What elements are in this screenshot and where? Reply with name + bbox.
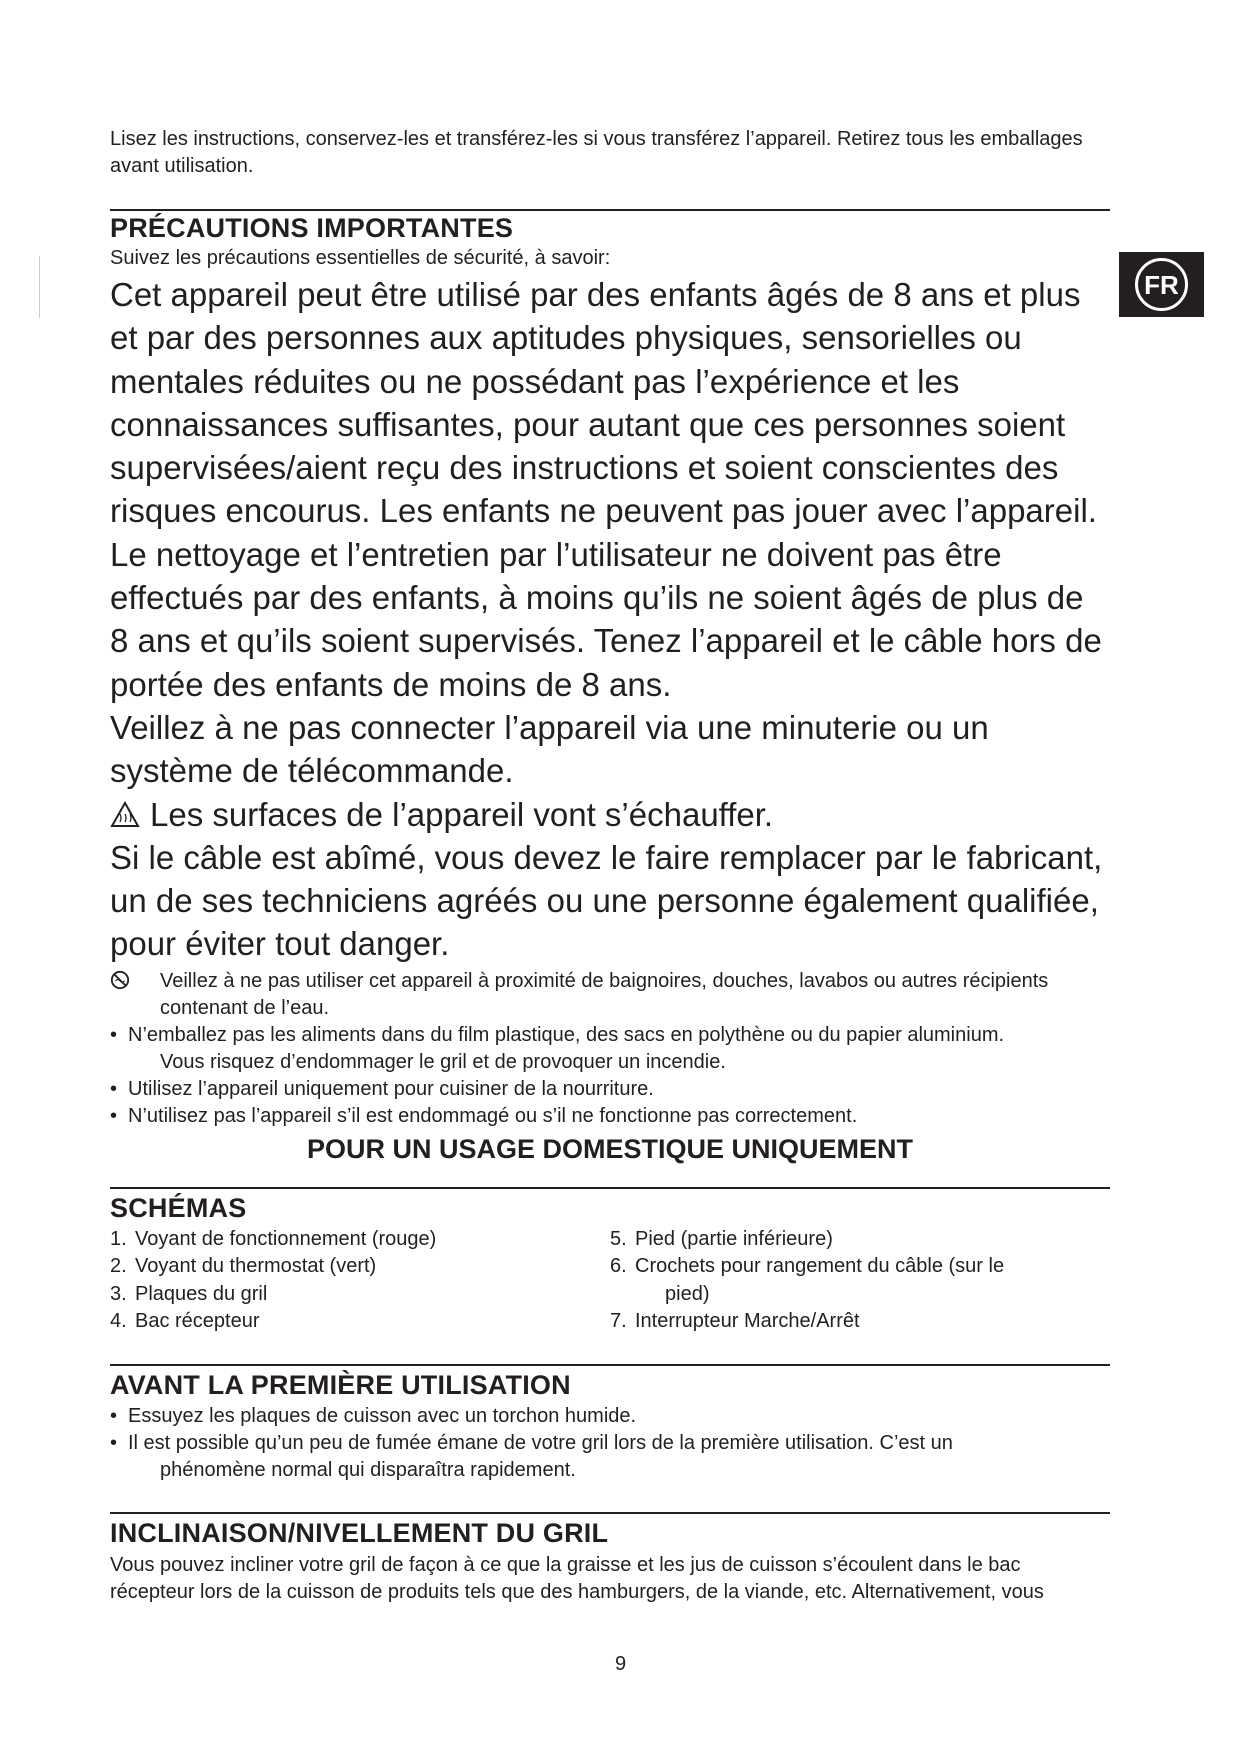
intro-text: Lisez les instructions, conservez-les et transférez-les si vous transférez l’appareil. Retirez tous les emballages avant utilisation. [110, 128, 1083, 177]
bullet-icon: • [110, 1023, 118, 1046]
precautions-subtitle: Suivez les précautions essentielles de sécurité, à savoir: [110, 247, 611, 269]
item-text: Crochets pour rangement du câble (sur le [635, 1255, 1005, 1278]
child-safety-paragraph: Cet appareil peut être utilisé par des enfants âgés de 8 ans et plus et par des personnes aux aptitudes physiques, sensorielles ou mentales réduites ou ne possédant pas l’expérience et les connaissances suffisantes, pour autant que ces personnes soient supervisées/aient reçu des instructions et soient conscientes des risques encourus. Les enfants ne peuvent pas jouer avec l’appareil. Le nettoyage et l’entretien par l’utilisateur ne doivent pas être effectués par des enfants, à moins qu’ils ne soient âgés de plus de 8 ans et qu’ils soient supervisés. Tenez l’appareil et le câble hors de portée des enfants de moins de 8 ans. [110, 276, 1102, 703]
item-number: 2. [110, 1255, 127, 1278]
item-number: 6. [610, 1255, 627, 1278]
hot-surface-text: Les surfaces de l’appareil vont s’échauffer. [150, 795, 774, 833]
item-text: Interrupteur Marche/Arrêt [635, 1310, 860, 1333]
item-number: 7. [610, 1310, 627, 1333]
list-item-text: Utilisez l’appareil uniquement pour cuisiner de la nourriture. [128, 1077, 654, 1100]
list-item [110, 1076, 1110, 1103]
domestic-use-notice: POUR UN USAGE DOMESTIQUE UNIQUEMENT [306, 1133, 914, 1164]
list-item [110, 1103, 1110, 1130]
list-item [110, 1022, 1110, 1049]
inclinaison-text: Vous pouvez incliner votre gril de façon à ce que la graisse et les jus de cuisson s’écoulent dans le bac récepteur lors de la cuisson de produits tels que des hamburgers, de la viande, etc. Alternativement, vous [110, 1553, 1044, 1603]
language-badge [1119, 252, 1204, 317]
page-number: 9 [614, 1653, 627, 1675]
schemas-title: SCHÉMAS [110, 1192, 247, 1223]
list-item-continuation: Vous risquez d’endommager le gril et de provoquer un incendie. [160, 1050, 726, 1073]
list-item [610, 1308, 1110, 1336]
list-item-continuation: pied) [665, 1282, 710, 1305]
section-rule [110, 1512, 1110, 1514]
list-item-text: Essuyez les plaques de cuisson avec un torchon humide. [128, 1404, 637, 1427]
item-text: Pied (partie inférieure) [635, 1227, 833, 1250]
cable-paragraph: Si le câble est abîmé, vous devez le faire remplacer par le fabricant, un de ses techniciens agréés ou une personne également qualifiée, pour éviter tout danger. [110, 838, 1103, 963]
item-number: 5. [610, 1227, 627, 1250]
bullet-icon: • [110, 1404, 118, 1427]
page-content [110, 126, 1110, 1606]
inclinaison-title: INCLINAISON/NIVELLEMENT DU GRIL [110, 1517, 609, 1548]
item-text: Voyant de fonctionnement (rouge) [135, 1227, 437, 1250]
precautions-list [110, 968, 1110, 1130]
schemas-right-column [610, 1226, 1110, 1336]
hot-surface-warning [110, 793, 1110, 836]
list-item-text: N’utilisez pas l’appareil s’il est endommagé ou s’il ne fonctionne pas correctement. [128, 1104, 858, 1127]
avant-title: AVANT LA PREMIÈRE UTILISATION [110, 1369, 571, 1400]
bullet-icon: • [110, 1104, 118, 1127]
list-item [110, 1430, 1110, 1457]
margin-mark [39, 256, 40, 318]
bullet-icon: • [110, 1077, 118, 1100]
item-number: 1. [110, 1227, 127, 1250]
item-number: 4. [110, 1310, 127, 1333]
list-item [610, 1226, 1110, 1254]
item-number: 3. [110, 1282, 127, 1305]
timer-paragraph: Veillez à ne pas connecter l’appareil via une minuterie ou un système de télécommande. [110, 708, 989, 790]
list-item [110, 1253, 610, 1281]
avant-list [110, 1403, 1110, 1484]
item-text: Voyant du thermostat (vert) [135, 1255, 377, 1278]
list-item [110, 1308, 610, 1336]
precautions-large-text [110, 273, 1110, 966]
fr-badge-icon [1119, 252, 1204, 317]
badge-label: FR [1144, 270, 1179, 300]
section-rule [110, 1364, 1110, 1366]
list-item [610, 1253, 1110, 1281]
list-item [110, 1226, 610, 1254]
section-rule [110, 1187, 1110, 1189]
bullet-icon: • [110, 1431, 118, 1454]
item-text: Bac récepteur [135, 1310, 260, 1333]
precautions-title: PRÉCAUTIONS IMPORTANTES [110, 213, 514, 243]
schemas-left-column [110, 1226, 610, 1336]
no-water-icon [110, 968, 160, 995]
list-item-continuation: phénomène normal qui disparaîtra rapidement. [160, 1458, 576, 1481]
item-text: Plaques du gril [135, 1282, 268, 1305]
water-warning [110, 968, 1110, 1022]
list-item-text: Il est possible qu’un peu de fumée émane de votre gril lors de la première utilisation. C’est un [128, 1431, 953, 1454]
list-item [110, 1281, 610, 1309]
schemas-list [110, 1226, 1110, 1336]
water-warning-text: Veillez à ne pas utiliser cet appareil à proximité de baignoires, douches, lavabos ou autres récipients contenant de l’eau. [160, 969, 1049, 1019]
list-item-text: N’emballez pas les aliments dans du film plastique, des sacs en polythène ou du papier aluminium. [128, 1023, 1005, 1046]
list-item [110, 1403, 1110, 1430]
hot-surface-icon [110, 795, 140, 822]
